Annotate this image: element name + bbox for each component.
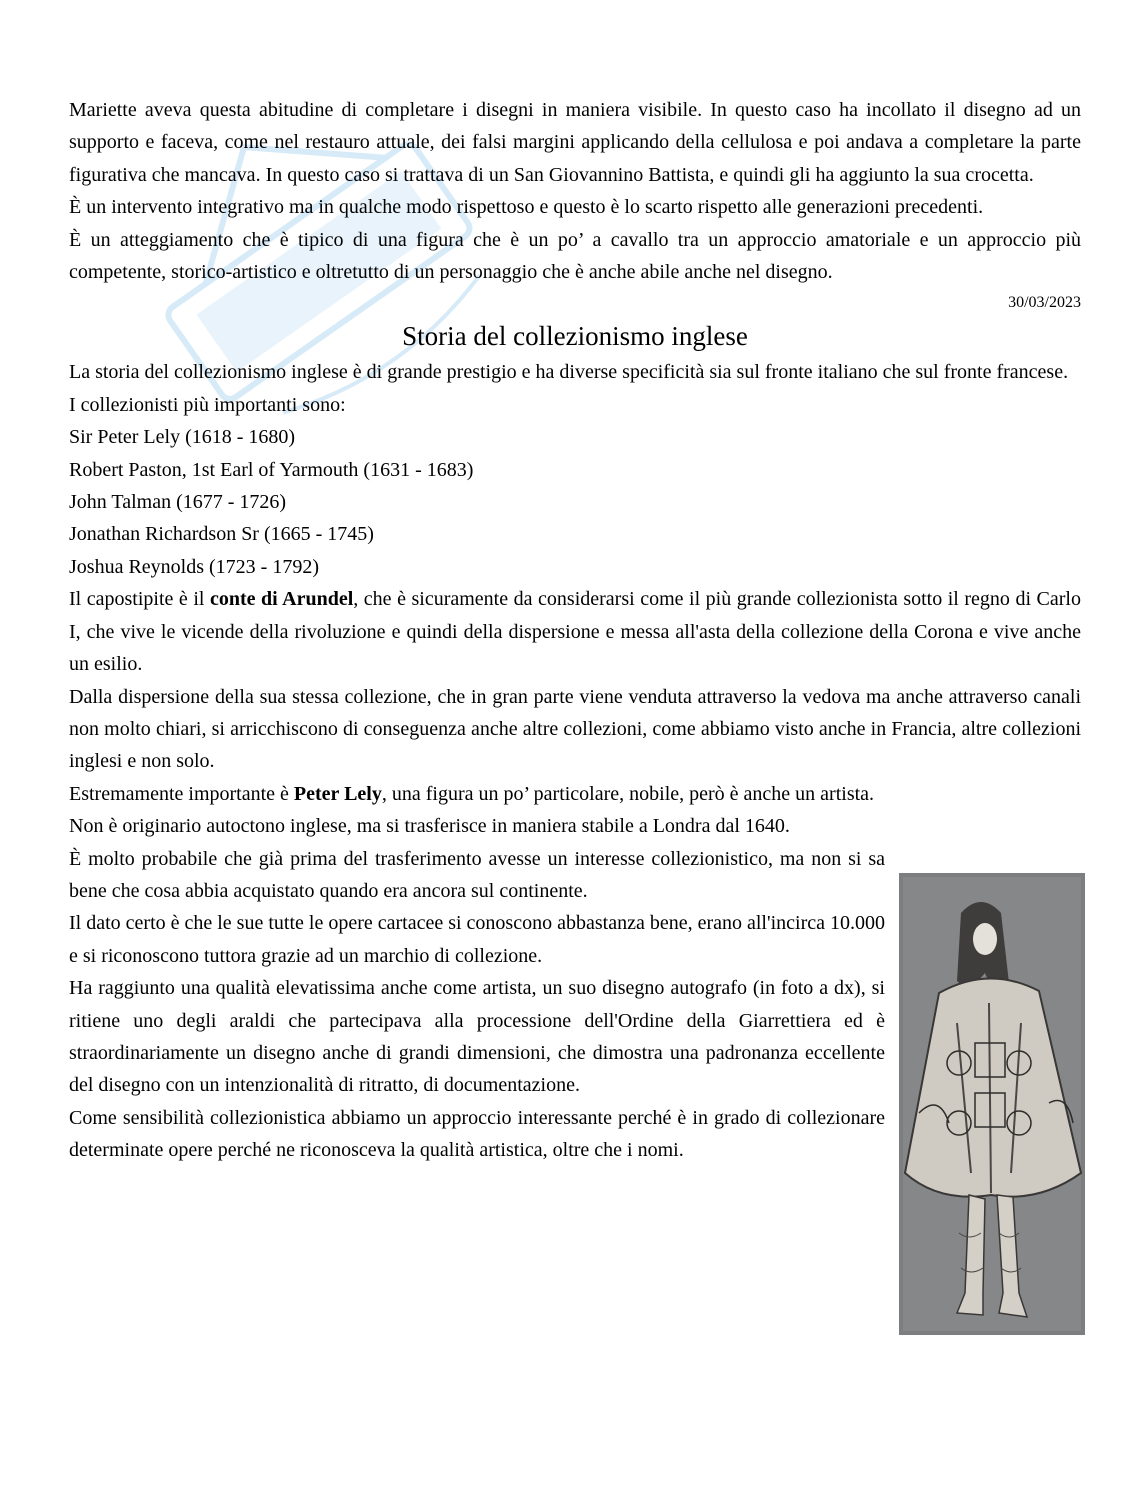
lely-text-after: , una figura un po’ particolare, nobile, però è anche un artista. <box>381 782 875 805</box>
document-page <box>69 94 1081 1167</box>
arundel-bold: conte di Arundel <box>209 588 354 611</box>
collector-item: Jonathan Richardson Sr (1665 - 1745) <box>69 523 374 546</box>
arundel-text-after: , che è sicuramente da considerarsi come il più grande collezionista sotto il regno di Carlo I, che vive le vicende della rivoluzione e quindi della dispersione e messa all'asta della collezione della Corona e vive anche un esilio. <box>69 588 1081 676</box>
intro-paragraph: È un atteggiamento che è tipico di una figura che è un po’ a cavallo tra un approccio amatoriale e un approccio più competente, storico-artistico e oltretutto di un personaggio che è anche abile anche nel disegno. <box>69 228 1081 284</box>
lely-bold: Peter Lely <box>293 782 382 805</box>
origin-paragraph: Non è originario autoctono inglese, ma si trasferisce in maniera stabile a Londra dal 1640. <box>69 815 790 838</box>
side-paragraph: È molto probabile che già prima del trasferimento avesse un interesse collezionistico, ma non si sa bene che cosa abbia acquistato quando era ancora sul continente. <box>69 847 885 902</box>
collector-item: John Talman (1677 - 1726) <box>69 491 287 514</box>
arundel-paragraph <box>69 583 1081 680</box>
collector-item: Joshua Reynolds (1723 - 1792) <box>69 555 319 578</box>
collector-item: Robert Paston, 1st Earl of Yarmouth (1631 - 1683) <box>69 458 474 481</box>
side-paragraph: Il dato certo è che le sue tutte le opere cartacee si conoscono abbastanza bene, erano all'incirca 10.000 e si riconoscono tuttora grazie ad un marchio di collezione. <box>69 912 885 967</box>
herald-figure-icon <box>899 873 1085 1335</box>
side-text-column <box>69 843 885 1167</box>
text-with-figure <box>69 843 1081 1167</box>
side-paragraph: Come sensibilità collezionistica abbiamo un approccio interessante perché è in grado di collezionare determinate opere perché ne riconosceva la qualità artistica, oltre che i nomi. <box>69 1106 885 1162</box>
section-title: Storia del collezionismo inglese <box>402 321 748 352</box>
herald-drawing-image <box>899 873 1085 1335</box>
collectors-intro: I collezionisti più importanti sono: <box>69 393 346 416</box>
dispersione-paragraph: Dalla dispersione della sua stessa collezione, che in gran parte viene venduta attraverso la vedova ma anche attraverso canali non molto chiari, si arricchiscono di conseguenza anche altre collezioni, come abbiamo visto anche in Francia, altre collezioni inglesi e non solo. <box>69 685 1081 773</box>
section-intro: La storia del collezionismo inglese è di grande prestigio e ha diverse specificità sia sul fronte italiano che sul fronte francese. <box>69 361 1069 384</box>
intro-paragraph: È un intervento integrativo ma in qualche modo rispettoso e questo è lo scarto rispetto alle generazioni precedenti. <box>69 196 984 219</box>
lely-paragraph <box>69 778 1081 810</box>
intro-paragraph: Mariette aveva questa abitudine di completare i disegni in maniera visibile. In questo caso ha incollato il disegno ad un supporto e faceva, come nel restauro attuale, dei falsi margini applicando della cellulosa e poi andava a completare la parte figurativa che mancava. In questo caso si trattava di un San Giovannino Battista, e quindi gli ha aggiunto la sua crocetta. <box>69 99 1081 186</box>
collector-item: Sir Peter Lely (1618 - 1680) <box>69 426 296 449</box>
arundel-text-before: Il capostipite è il <box>69 588 210 611</box>
lecture-date: 30/03/2023 <box>1008 294 1081 312</box>
side-paragraph: Ha raggiunto una qualità elevatissima anche come artista, un suo disegno autografo (in foto a dx), si ritiene uno degli araldi che partecipava alla processione dell'Ordine della Giarrettiera ed è straordinariamente un disegno anche di grandi dimensioni, che dimostra una padronanza eccellente del disegno con un intenzionalità di ritratto, di documentazione. <box>69 977 885 1097</box>
lely-text-before: Estremamente importante è <box>69 782 294 805</box>
